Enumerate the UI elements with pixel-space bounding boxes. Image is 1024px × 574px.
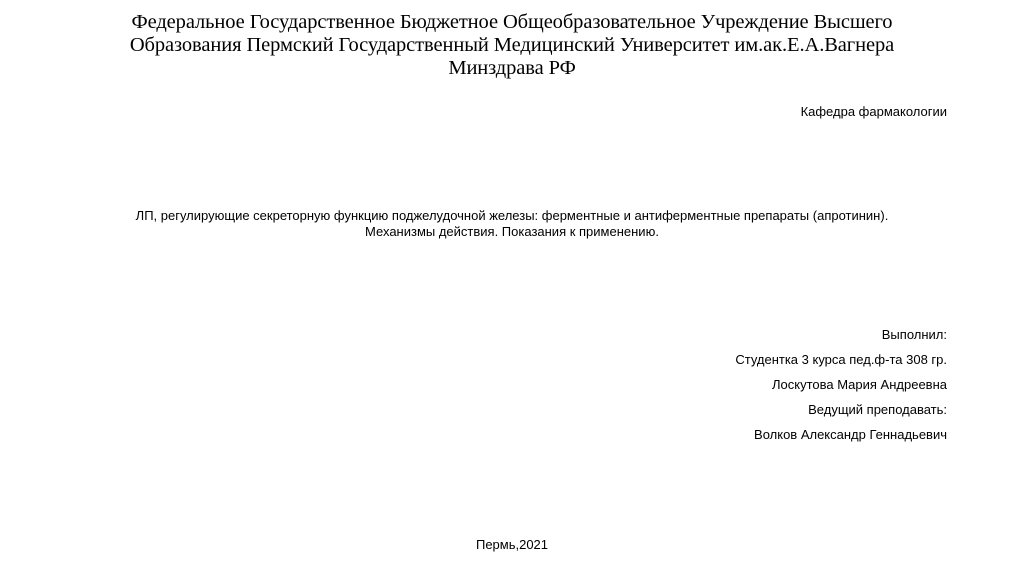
institution-line-3: Минздрава РФ — [448, 57, 576, 79]
teacher-name: Волков Александр Геннадьевич — [754, 427, 947, 442]
author-block — [735, 327, 947, 452]
teacher-label: Ведущий преподавать: — [808, 402, 947, 417]
performed-label: Выполнил: — [881, 327, 947, 342]
topic-line-1: ЛП, регулирующие секреторную функцию поджелудочной железы: ферментные и антиферментные препараты (апротинин). — [135, 208, 889, 223]
student-name: Лоскутова Мария Андреевна — [771, 377, 947, 392]
topic-title — [40, 208, 984, 240]
topic-line-2: Механизмы действия. Показания к применению. — [365, 224, 659, 239]
student-info: Студентка 3 курса пед.ф-та 308 гр. — [735, 352, 947, 367]
institution-name — [40, 11, 984, 80]
department-name: Кафедра фармакологии — [800, 104, 947, 119]
institution-line-2: Образования Пермский Государственный Медицинский Университет им.ак.Е.А.Вагнера — [129, 34, 895, 56]
city-year: Пермь,2021 — [475, 537, 549, 552]
institution-line-1: Федеральное Государственное Бюджетное Общеобразовательное Учреждение Высшего — [131, 11, 893, 33]
